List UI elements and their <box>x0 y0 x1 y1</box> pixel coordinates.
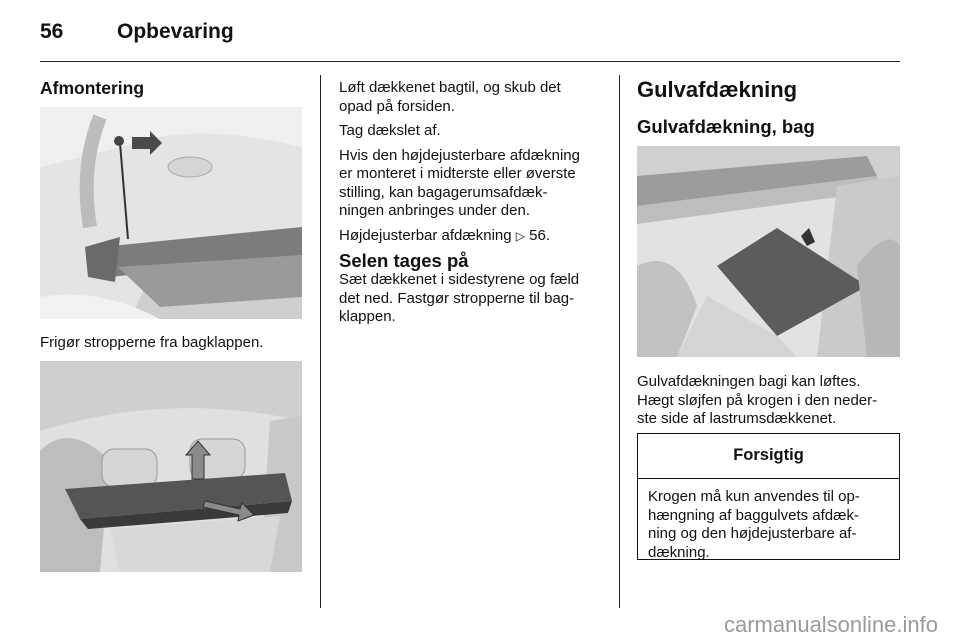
page-number: 56 <box>40 20 64 43</box>
text-line: Hægt sløjfen på krogen i den neder- <box>637 391 878 409</box>
install-strap-text <box>339 271 604 327</box>
text-line: Krogen må kun anvendes til op- <box>648 488 860 505</box>
illustration-cover-removal <box>40 361 302 572</box>
text-line: ning og den højdejusterbare af- <box>648 525 857 542</box>
text-line: ningen anbringes under den. <box>339 202 530 219</box>
subsection-heading-rear-floor-cover: Gulvafdækning, bag <box>637 116 815 137</box>
text-line: det ned. Fastgør stropperne til bag- <box>339 289 575 307</box>
text-line: Løft dækkenet bagtil, og skub det <box>339 79 561 96</box>
caution-title: Forsigtig <box>638 434 899 479</box>
paragraph-remove-cover <box>339 122 604 141</box>
text-line: stilling, kan bagagerumsafdæk- <box>339 183 548 201</box>
header-rule <box>40 61 900 62</box>
text-line: ste side af lastrumsdækkenet. <box>637 410 837 427</box>
page-title: Opbevaring <box>117 20 234 43</box>
watermark: carmanualsonline.info <box>723 612 938 637</box>
instruction-text <box>339 79 604 251</box>
text-line: opad på forsiden. <box>339 97 455 115</box>
text-line: hængning af baggulvets afdæk- <box>648 506 859 524</box>
paragraph-cross-reference <box>339 227 604 246</box>
floor-cover-text <box>637 373 900 429</box>
text-line: klappen. <box>339 308 396 325</box>
text-line: Hvis den højdejusterbare afdækning <box>339 146 580 164</box>
section-heading-afmontering: Afmontering <box>40 78 145 98</box>
text-line: Sæt dækkenet i sidestyrene og fæld <box>339 271 580 288</box>
text-line <box>339 227 604 246</box>
caution-body <box>638 479 899 562</box>
text-line: dækning. <box>648 543 710 561</box>
text-line: Tag dækslet af. <box>339 122 441 139</box>
figure-caption-release-straps: Frigør stropperne fra bagklappen. <box>40 334 264 351</box>
section-heading-install-strap: Selen tages på <box>339 250 469 271</box>
text-line: er monteret i midterste eller øverste <box>339 165 576 182</box>
caution-box <box>637 433 900 560</box>
column-divider-2 <box>619 75 620 608</box>
page-reference-icon[interactable]: ▷ <box>515 228 525 243</box>
section-heading-floor-cover: Gulvafdækning <box>637 77 798 102</box>
illustration-floor-cover <box>637 146 900 357</box>
column-divider-1 <box>320 75 321 608</box>
paragraph-lift-cover <box>339 79 604 116</box>
reference-page[interactable]: 56. <box>525 226 551 244</box>
reference-text: Højdejusterbar afdækning <box>339 226 516 244</box>
paragraph-adjustable-cover <box>339 147 604 221</box>
text-line: Gulvafdækningen bagi kan løftes. <box>637 373 861 390</box>
illustration-cover-strap <box>40 107 302 319</box>
